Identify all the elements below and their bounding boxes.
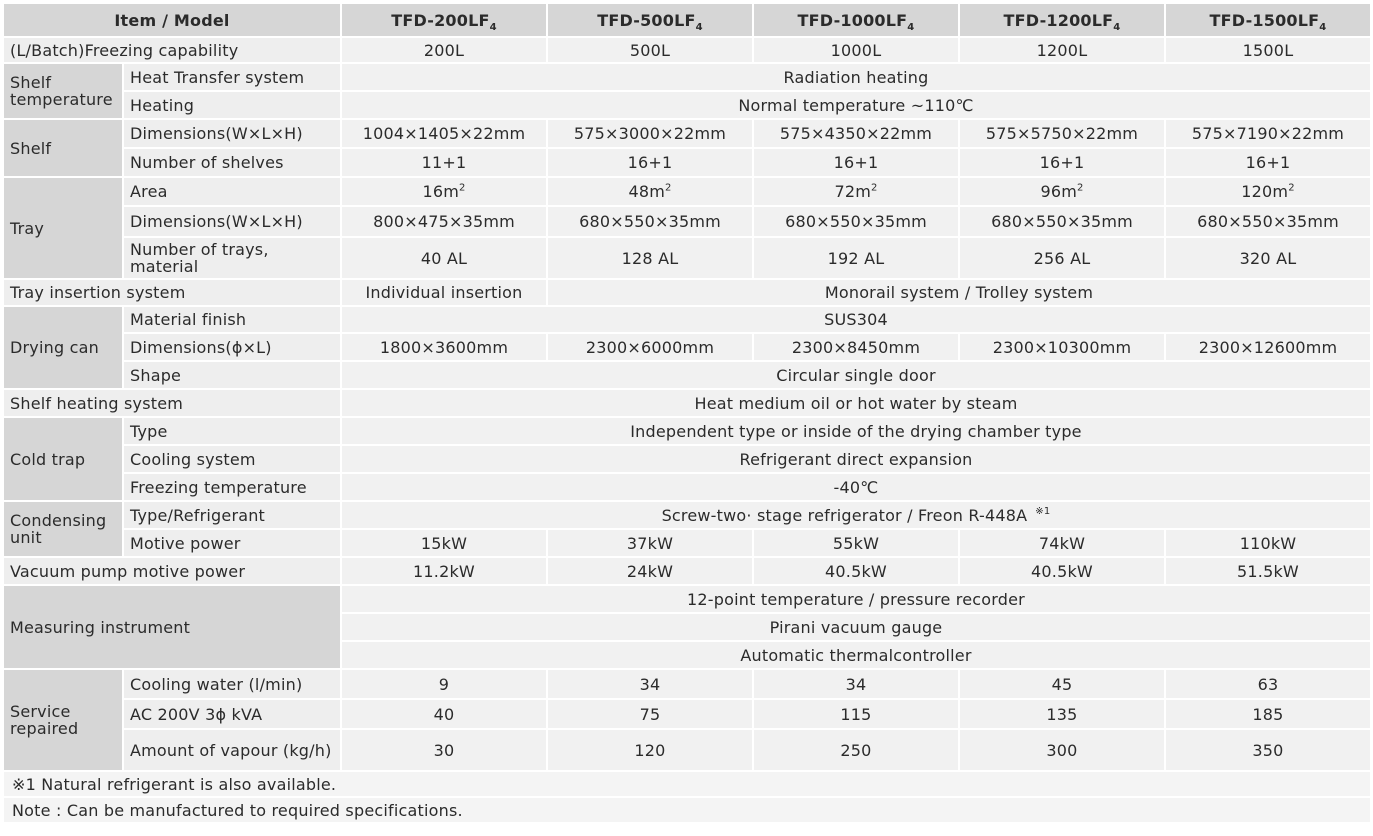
table-cell: 575×5750×22mm <box>960 120 1164 147</box>
table-row <box>4 700 1370 728</box>
table-cell: 1500L <box>1166 38 1370 62</box>
table-row <box>4 586 1370 612</box>
table-cell: 40 <box>342 700 546 728</box>
footnote-natural-refrigerant: ※1 Natural refrigerant is also available. <box>4 772 1370 796</box>
table-row <box>4 207 1370 236</box>
drying-can-label: Drying can <box>4 307 122 388</box>
model-header: TFD-$200LF_4$ <box>342 4 546 36</box>
table-cell: 16+1 <box>548 149 752 176</box>
table-cell: Individual insertion <box>342 280 546 305</box>
table-cell: $72m^2$ <box>754 178 958 205</box>
table-row <box>4 120 1370 147</box>
table-row <box>4 64 1370 90</box>
shelf-heating-label: Shelf heating system <box>4 390 340 416</box>
row-label: Number of shelves <box>124 149 340 176</box>
condensing-unit-label: Condensing unit <box>4 502 122 556</box>
service-repaired-label: Service repaired <box>4 670 122 770</box>
table-row <box>4 280 1370 305</box>
table-row <box>4 362 1370 388</box>
table-cell: $96m^2$ <box>960 178 1164 205</box>
table-cell: 800×475×35mm <box>342 207 546 236</box>
row-label: Shape <box>124 362 340 388</box>
row-label: Dimensions(W×L×H) <box>124 120 340 147</box>
table-cell: 30 <box>342 730 546 770</box>
table-cell: 256 AL <box>960 238 1164 278</box>
table-cell: $120m^2$ <box>1166 178 1370 205</box>
table-cell: Circular single door <box>342 362 1370 388</box>
table-cell: 15kW <box>342 530 546 556</box>
table-cell: Pirani vacuum gauge <box>342 614 1370 640</box>
table-cell: 16+1 <box>960 149 1164 176</box>
table-cell: Radiation heating <box>342 64 1370 90</box>
table-cell: 575×3000×22mm <box>548 120 752 147</box>
table-cell: 2300×12600mm <box>1166 334 1370 360</box>
table-cell: 16+1 <box>754 149 958 176</box>
table-row <box>4 530 1370 556</box>
model-header: TFD-$1000LF_4$ <box>754 4 958 36</box>
table-row <box>4 307 1370 332</box>
table-row <box>4 418 1370 444</box>
table-cell: SUS304 <box>342 307 1370 332</box>
shelf-temperature-label: Shelf temperature <box>4 64 122 118</box>
table-cell: 40.5kW <box>754 558 958 584</box>
row-label: Dimensions(W×L×H) <box>124 207 340 236</box>
footnote-row <box>4 798 1370 822</box>
row-label: Freezing temperature <box>124 474 340 500</box>
table-cell: $16m^2$ <box>342 178 546 205</box>
table-cell: Normal temperature ~110℃ <box>342 92 1370 118</box>
spec-table <box>2 2 1372 824</box>
table-row <box>4 390 1370 416</box>
table-cell: 575×4350×22mm <box>754 120 958 147</box>
measuring-instrument-label: Measuring instrument <box>4 586 340 668</box>
table-cell: 74kW <box>960 530 1164 556</box>
table-cell: 16+1 <box>1166 149 1370 176</box>
table-row <box>4 670 1370 698</box>
table-row <box>4 474 1370 500</box>
table-cell: 51.5kW <box>1166 558 1370 584</box>
freezing-capability-label: (L/Batch)Freezing capability <box>4 38 340 62</box>
table-cell: 185 <box>1166 700 1370 728</box>
table-cell: 200L <box>342 38 546 62</box>
table-row <box>4 92 1370 118</box>
table-cell: 350 <box>1166 730 1370 770</box>
table-cell: $48m^2$ <box>548 178 752 205</box>
table-cell: 34 <box>548 670 752 698</box>
row-label: Amount of vapour (kg/h) <box>124 730 340 770</box>
row-label: Number of trays, material <box>124 238 340 278</box>
table-cell: 2300×6000mm <box>548 334 752 360</box>
model-header: TFD-$500LF_4$ <box>548 4 752 36</box>
table-cell: 128 AL <box>548 238 752 278</box>
table-cell: 680×550×35mm <box>754 207 958 236</box>
row-label: Material finish <box>124 307 340 332</box>
table-cell: 110kW <box>1166 530 1370 556</box>
table-cell: Screw-two· stage refrigerator / Freon R-448A $^{※1}$ <box>342 502 1370 528</box>
table-row <box>4 38 1370 62</box>
table-cell: 40 AL <box>342 238 546 278</box>
table-cell: 34 <box>754 670 958 698</box>
table-cell: 11.2kW <box>342 558 546 584</box>
row-label: Cooling system <box>124 446 340 472</box>
table-cell: 115 <box>754 700 958 728</box>
table-cell: Heat medium oil or hot water by steam <box>342 390 1370 416</box>
table-cell: 680×550×35mm <box>1166 207 1370 236</box>
shelf-label: Shelf <box>4 120 122 176</box>
row-label: Heating <box>124 92 340 118</box>
table-cell: 1000L <box>754 38 958 62</box>
table-row <box>4 149 1370 176</box>
table-cell: 1800×3600mm <box>342 334 546 360</box>
cold-trap-label: Cold trap <box>4 418 122 500</box>
table-cell: 500L <box>548 38 752 62</box>
table-cell: 45 <box>960 670 1164 698</box>
table-row <box>4 178 1370 205</box>
table-cell: 1200L <box>960 38 1164 62</box>
table-cell: Automatic thermalcontroller <box>342 642 1370 668</box>
table-cell: 40.5kW <box>960 558 1164 584</box>
table-cell: 11+1 <box>342 149 546 176</box>
table-cell: 135 <box>960 700 1164 728</box>
table-cell: 300 <box>960 730 1164 770</box>
row-label: Type/Refrigerant <box>124 502 340 528</box>
table-cell: Independent type or inside of the drying chamber type <box>342 418 1370 444</box>
table-cell: -40℃ <box>342 474 1370 500</box>
model-header: TFD-$1500LF_4$ <box>1166 4 1370 36</box>
row-label: Heat Transfer system <box>124 64 340 90</box>
table-cell: 63 <box>1166 670 1370 698</box>
table-row <box>4 446 1370 472</box>
table-cell: 2300×8450mm <box>754 334 958 360</box>
tray-insertion-label: Tray insertion system <box>4 280 340 305</box>
table-cell: 680×550×35mm <box>960 207 1164 236</box>
row-label: Motive power <box>124 530 340 556</box>
table-row <box>4 730 1370 770</box>
table-cell: 192 AL <box>754 238 958 278</box>
table-cell: 9 <box>342 670 546 698</box>
table-row <box>4 334 1370 360</box>
row-label: Area <box>124 178 340 205</box>
table-cell: Refrigerant direct expansion <box>342 446 1370 472</box>
table-row <box>4 558 1370 584</box>
table-cell: 2300×10300mm <box>960 334 1164 360</box>
table-cell: 575×7190×22mm <box>1166 120 1370 147</box>
table-cell: 12-point temperature / pressure recorder <box>342 586 1370 612</box>
row-label: Cooling water (l/min) <box>124 670 340 698</box>
table-cell: 250 <box>754 730 958 770</box>
table-row <box>4 502 1370 528</box>
row-label: Type <box>124 418 340 444</box>
row-label: AC 200V 3ϕ kVA <box>124 700 340 728</box>
table-cell: 75 <box>548 700 752 728</box>
table-cell: 680×550×35mm <box>548 207 752 236</box>
tray-label: Tray <box>4 178 122 278</box>
table-cell: 37kW <box>548 530 752 556</box>
table-cell: 120 <box>548 730 752 770</box>
vacuum-pump-label: Vacuum pump motive power <box>4 558 340 584</box>
model-header: TFD-$1200LF_4$ <box>960 4 1164 36</box>
table-cell: Monorail system / Trolley system <box>548 280 1370 305</box>
header-row <box>4 4 1370 36</box>
item-model-header: Item / Model <box>4 4 340 36</box>
table-cell: 55kW <box>754 530 958 556</box>
footnote-custom-manufacture: Note : Can be manufactured to required specifications. <box>4 798 1370 822</box>
table-cell: 1004×1405×22mm <box>342 120 546 147</box>
table-row <box>4 238 1370 278</box>
table-cell: 24kW <box>548 558 752 584</box>
table-cell: 320 AL <box>1166 238 1370 278</box>
footnote-row <box>4 772 1370 796</box>
row-label: Dimensions(ϕ×L) <box>124 334 340 360</box>
